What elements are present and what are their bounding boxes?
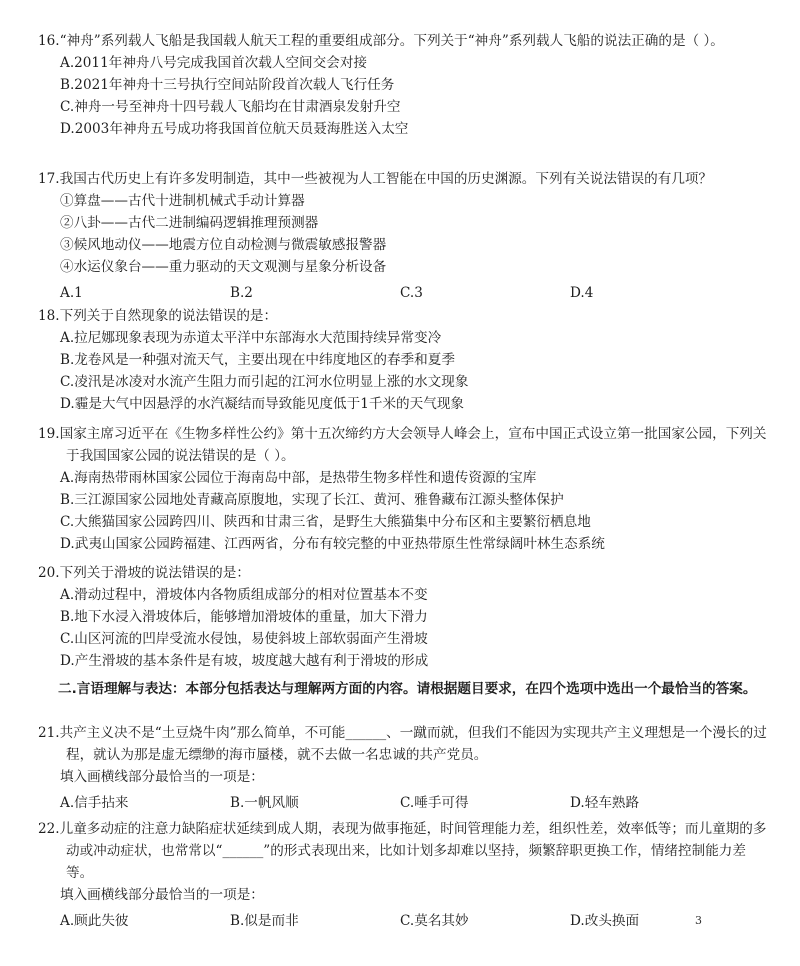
question-stem: 20.下列关于滑坡的说法错误的是： (38, 565, 250, 581)
question-prompt: 填入画横线部分最恰当的一项是： (60, 887, 264, 903)
option-b: B.2021年神舟十三号执行空间站阶段首次载人飞行任务 (60, 77, 395, 93)
question-16 (38, 30, 768, 140)
option-d: D.改头换面 (570, 913, 640, 929)
option-a: A.信手拈来 (60, 795, 129, 811)
option-b: B.似是而非 (230, 913, 299, 929)
question-stem: 19.国家主席习近平在《生物多样性公约》第十五次缔约方大会领导人峰会上，宣布中国正式设立第一批国家公园，下列关于我国国家公园的说法错误的是（ ）。 (38, 426, 767, 464)
option-c: C.唾手可得 (400, 795, 469, 811)
question-prompt: 填入画横线部分最恰当的一项是： (60, 769, 264, 785)
page-number: 3 (695, 914, 702, 927)
statement-item: ④水运仪象台——重力驱动的天文观测与星象分析设备 (60, 259, 387, 275)
option-a: A.1 (60, 285, 83, 301)
option-b: B.地下水浸入滑坡体后，能够增加滑坡体的重量，加大下滑力 (60, 609, 428, 625)
question-stem: 21.共产主义决不是“土豆烧牛肉”那么简单，不可能______、一蹴而就，但我们不能因为实现共产主义理想是一个漫长的过程，就认为那是虚无缥缈的海市蜃楼，就不去做一名忠诚的共产党员。 (38, 725, 767, 763)
option-b: B.三江源国家公园地处青藏高原腹地，实现了长江、黄河、雅鲁藏布江源头整体保护 (60, 492, 564, 508)
option-a: A.2011年神舟八号完成我国首次载人空间交会对接 (60, 55, 368, 71)
question-20 (38, 562, 768, 672)
question-22 (38, 818, 768, 932)
options-row (38, 282, 768, 304)
option-c: C.莫名其妙 (400, 913, 469, 929)
statement-item: ①算盘——古代十进制机械式手动计算器 (60, 193, 305, 209)
question-stem: 16.“神舟”系列载人飞船是我国载人航天工程的重要组成部分。下列关于“神舟”系列载人飞船的说法正确的是（ ）。 (38, 33, 724, 49)
option-b: B.龙卷风是一种强对流天气，主要出现在中纬度地区的春季和夏季 (60, 352, 455, 368)
question-19 (38, 423, 768, 555)
option-b: B.2 (230, 285, 253, 301)
option-c: C.凌汛是冰凌对水流产生阻力而引起的江河水位明显上涨的水文现象 (60, 374, 469, 390)
options-row (38, 792, 768, 814)
question-21 (38, 722, 768, 814)
options-row (38, 910, 768, 932)
section-heading: 二.言语理解与表达：本部分包括表达与理解两方面的内容。请根据题目要求，在四个选项中选出一个最恰当的答案。 (58, 681, 757, 697)
option-b: B.一帆风顺 (230, 795, 299, 811)
question-17 (38, 168, 768, 304)
option-c: C.大熊猫国家公园跨四川、陕西和甘肃三省，是野生大熊猫集中分布区和主要繁衍栖息地 (60, 514, 591, 530)
option-d: D.轻车熟路 (570, 795, 640, 811)
option-d: D.武夷山国家公园跨福建、江西两省，分布有较完整的中亚热带原生性常绿阔叶林生态系统 (60, 536, 605, 552)
option-d: D.2003年神舟五号成功将我国首位航天员聂海胜送入太空 (60, 121, 409, 137)
statement-item: ②八卦——古代二进制编码逻辑推理预测器 (60, 215, 319, 231)
option-d: D.产生滑坡的基本条件是有坡，坡度越大越有利于滑坡的形成 (60, 653, 429, 669)
option-c: C.神舟一号至神舟十四号载人飞船均在甘肃酒泉发射升空 (60, 99, 401, 115)
option-a: A.拉尼娜现象表现为赤道太平洋中东部海水大范围持续异常变冷 (60, 330, 442, 346)
question-stem: 18.下列关于自然现象的说法错误的是： (38, 308, 278, 324)
option-a: A.海南热带雨林国家公园位于海南岛中部，是热带生物多样性和遗传资源的宝库 (60, 470, 537, 486)
option-d: D.霾是大气中因悬浮的水汽凝结而导致能见度低于1千米的天气现象 (60, 396, 465, 412)
question-stem: 22.儿童多动症的注意力缺陷症状延续到成人期，表现为做事拖延，时间管理能力差，组织性差，效率低等；而儿童期的多动或冲动症状，也常常以“______”的形式表现出来，比如计划多却难以坚持，频繁辞职更换工作，情绪控制能力差等。 (38, 821, 767, 881)
question-stem: 17.我国古代历史上有许多发明制造，其中一些被视为人工智能在中国的历史渊源。下列有关说法错误的有几项？ (38, 171, 713, 187)
question-18 (38, 305, 768, 415)
statement-item: ③候风地动仪——地震方位自动检测与微震敏感报警器 (60, 237, 387, 253)
option-a: A.顾此失彼 (60, 913, 129, 929)
option-d: D.4 (570, 285, 594, 301)
option-c: C.山区河流的凹岸受流水侵蚀，易使斜坡上部软弱面产生滑坡 (60, 631, 428, 647)
option-a: A.滑动过程中，滑坡体内各物质组成部分的相对位置基本不变 (60, 587, 428, 603)
option-c: C.3 (400, 285, 423, 301)
